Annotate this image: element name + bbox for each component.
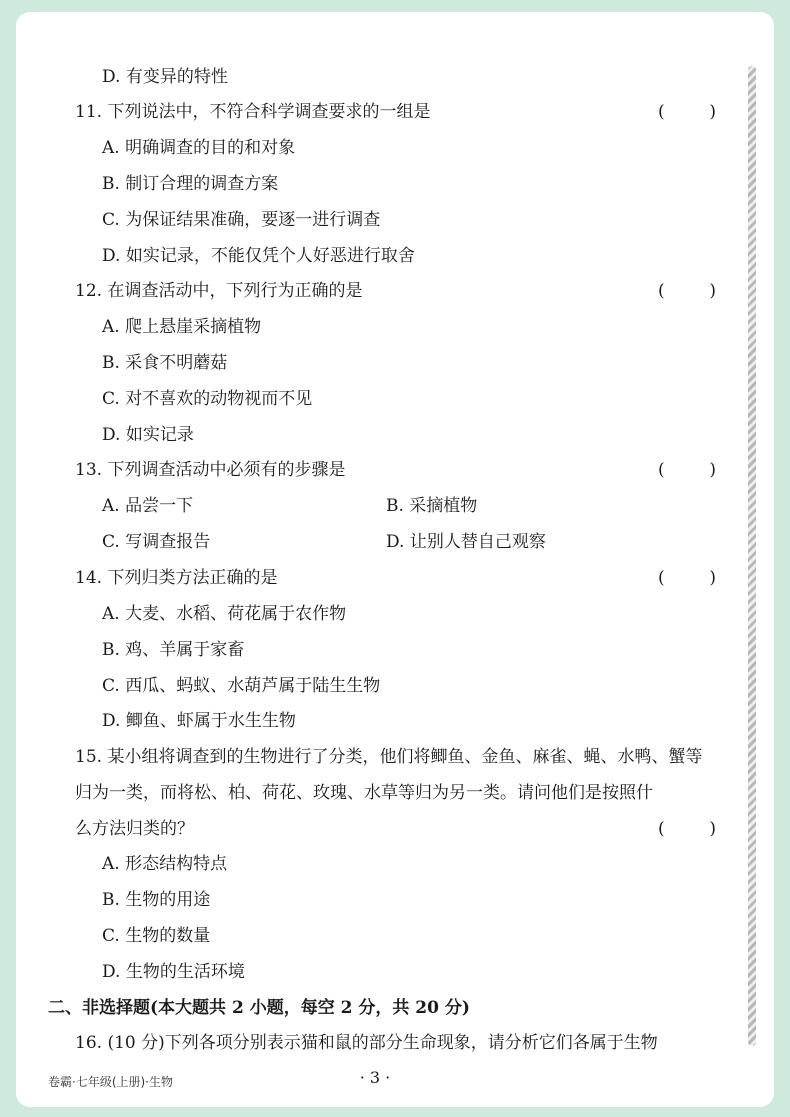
q12-option-c: C. 对不喜欢的动物视而不见 — [102, 389, 313, 409]
q14-option-b: B. 鸡、羊属于家畜 — [102, 640, 245, 660]
q14-option-d: D. 鲫鱼、虾属于水生生物 — [102, 711, 296, 731]
q12-option-b: B. 采食不明蘑菇 — [102, 353, 228, 373]
q15-option-b: B. 生物的用途 — [102, 890, 211, 910]
q15-answer-bracket: ( ) — [658, 819, 716, 839]
q14-option-c: C. 西瓜、蚂蚁、水葫芦属于陆生生物 — [102, 676, 381, 696]
q11-answer-bracket: ( ) — [658, 102, 716, 122]
section-two-heading: 二、非选择题(本大题共 2 小题，每空 2 分，共 20 分) — [48, 998, 470, 1018]
q12-stem: 12. 在调查活动中，下列行为正确的是 — [75, 281, 363, 301]
q12-answer-bracket: ( ) — [658, 281, 716, 301]
q10-option-d: D. 有变异的特性 — [102, 67, 228, 87]
q11-option-d: D. 如实记录，不能仅凭个人好恶进行取舍 — [102, 246, 415, 266]
binding-decoration — [748, 66, 756, 1046]
q12-option-a: A. 爬上悬崖采摘植物 — [102, 317, 262, 337]
q11-option-c: C. 为保证结果准确，要逐一进行调查 — [102, 210, 381, 230]
q13-option-b: B. 采摘植物 — [386, 496, 478, 516]
q14-answer-bracket: ( ) — [658, 568, 716, 588]
footer-book-title: 卷霸·七年级(上册)·生物 — [48, 1075, 173, 1089]
q15-stem-line2: 归为一类，而将松、柏、荷花、玫瑰、水草等归为另一类。请问他们是按照什 — [75, 783, 653, 803]
q15-stem-line1: 15. 某小组将调查到的生物进行了分类，他们将鲫鱼、金鱼、麻雀、蝇、水鸭、蟹等 — [75, 747, 703, 767]
q16-stem: 16. (10 分)下列各项分别表示猫和鼠的部分生命现象，请分析它们各属于生物 — [75, 1033, 658, 1053]
q14-stem: 14. 下列归类方法正确的是 — [75, 568, 278, 588]
q13-stem: 13. 下列调查活动中必须有的步骤是 — [75, 460, 346, 480]
q13-option-a: A. 品尝一下 — [102, 496, 194, 516]
q15-stem-line3: 么方法归类的？ — [75, 819, 194, 839]
q13-option-d: D. 让别人替自己观察 — [386, 532, 546, 552]
q12-option-d: D. 如实记录 — [102, 425, 194, 445]
q14-option-a: A. 大麦、水稻、荷花属于农作物 — [102, 604, 347, 624]
q15-option-d: D. 生物的生活环境 — [102, 962, 245, 982]
q15-option-c: C. 生物的数量 — [102, 926, 211, 946]
q15-option-a: A. 形态结构特点 — [102, 854, 228, 874]
q11-option-a: A. 明确调查的目的和对象 — [102, 138, 296, 158]
q11-option-b: B. 制订合理的调查方案 — [102, 174, 279, 194]
q13-answer-bracket: ( ) — [658, 460, 716, 480]
page-number: · 3 · — [359, 1068, 391, 1087]
q11-stem: 11. 下列说法中，不符合科学调查要求的一组是 — [75, 102, 431, 122]
q13-option-c: C. 写调查报告 — [102, 532, 211, 552]
